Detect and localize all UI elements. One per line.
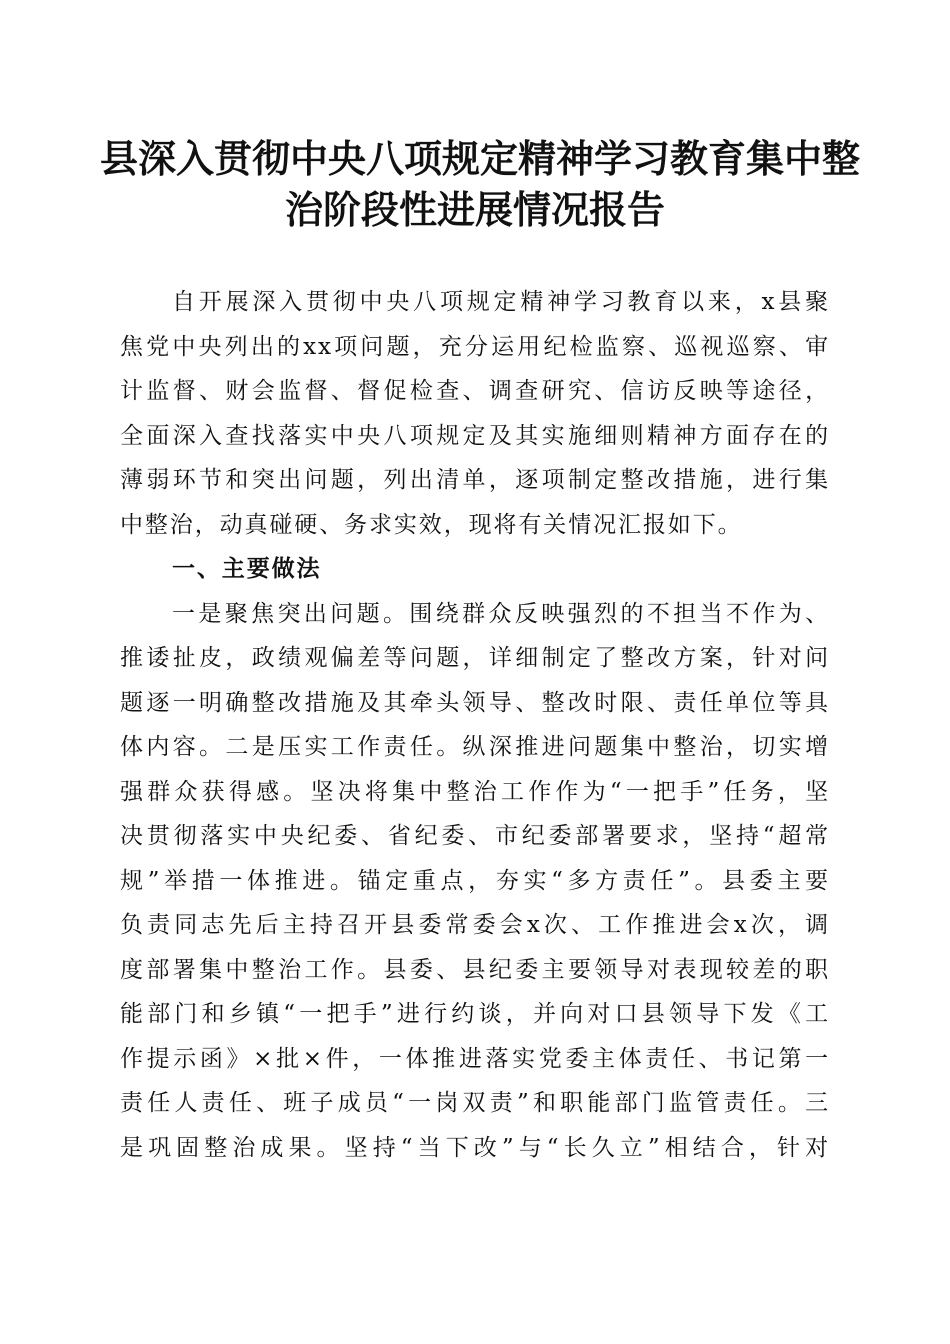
section-line: 度部署集中整治工作。县委、县纪委主要领导对表现较差的职 (120, 956, 830, 983)
section-line: 是巩固整治成果。坚持“当下改”与“长久立”相结合，针对 (120, 1134, 830, 1161)
section-line: 一是聚焦突出问题。围绕群众反映强烈的不担当不作为、 (172, 600, 830, 627)
intro-line: 自开展深入贯彻中央八项规定精神学习教育以来，x县聚 (172, 289, 830, 315)
intro-line: 计监督、财会监督、督促检查、调查研究、信访反映等途径， (120, 378, 830, 404)
intro-paragraph (120, 280, 830, 547)
section-paragraph (120, 592, 830, 1171)
section-line: 强群众获得感。坚决将集中整治工作作为“一把手”任务，坚 (120, 778, 830, 805)
title-line-2: 治阶段性进展情况报告 (284, 187, 665, 232)
section-line: 责任人责任、班子成员“一岗双责”和职能部门监管责任。三 (120, 1090, 830, 1116)
section-line: 能部门和乡镇“一把手”进行约谈，并向对口县领导下发《工 (120, 1001, 830, 1027)
section-line: 负责同志先后主持召开县委常委会x次、工作推进会x次，调 (120, 912, 830, 938)
section-line: 推诿扯皮，政绩观偏差等问题，详细制定了整改方案，针对问 (120, 645, 830, 671)
intro-line: 薄弱环节和突出问题，列出清单，逐项制定整改措施，进行集 (120, 467, 830, 493)
intro-line: 全面深入查找落实中央八项规定及其实施细则精神方面存在的 (120, 422, 830, 449)
section-line: 题逐一明确整改措施及其牵头领导、整改时限、责任单位等具 (120, 689, 830, 716)
section-line: 作提示函》×批×件，一体推进落实党委主体责任、书记第一 (120, 1045, 830, 1072)
section-heading: 一、主要做法 (172, 556, 322, 582)
intro-line: 焦党中央列出的xx项问题，充分运用纪检监察、巡视巡察、审 (120, 333, 830, 360)
intro-line: 中整治，动真碰硬、务求实效，现将有关情况汇报如下。 (120, 511, 743, 538)
title-line-1: 县深入贯彻中央八项规定精神学习教育集中整 (100, 136, 861, 181)
section-line: 规”举措一体推进。锚定重点，夯实“多方责任”。县委主要 (120, 867, 830, 894)
section-line: 决贯彻落实中央纪委、省纪委、市纪委部署要求，坚持“超常 (120, 823, 830, 849)
document-body (120, 280, 830, 1170)
section-line: 体内容。二是压实工作责任。纵深推进问题集中整治，切实增 (120, 734, 830, 760)
document-title (100, 133, 861, 235)
